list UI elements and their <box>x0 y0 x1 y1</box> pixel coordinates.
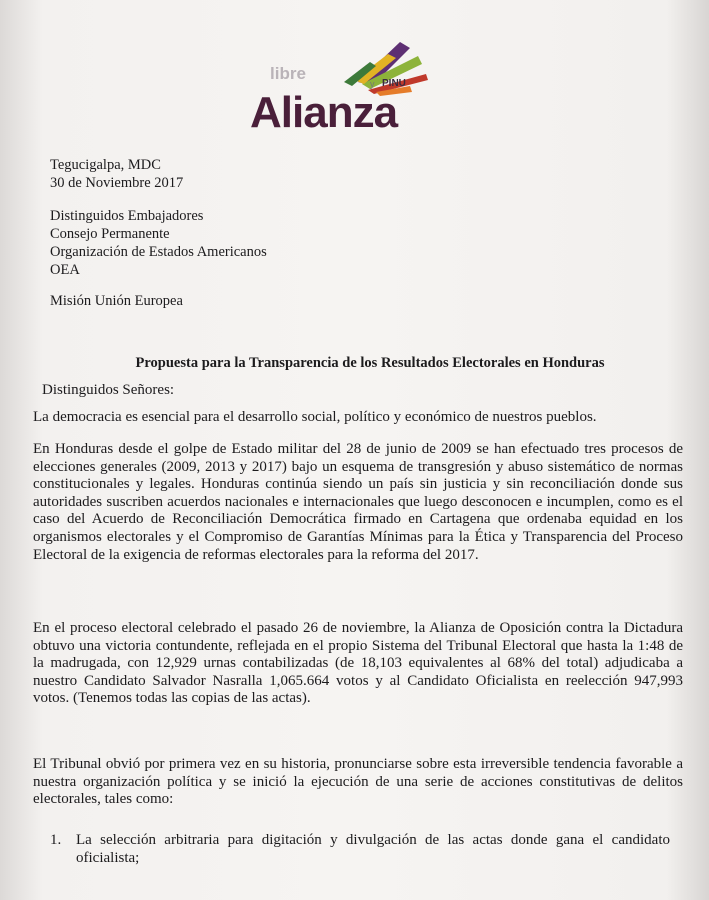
recipients <box>50 207 267 279</box>
list-item <box>50 832 670 867</box>
logo-y-text: y <box>370 79 375 89</box>
place-date <box>50 156 183 192</box>
logo-libre-text: libre <box>270 64 306 83</box>
list-item-number: 1. <box>50 832 62 848</box>
recipient-extra: Misión Unión Europea <box>50 293 183 309</box>
logo-pinu-text: PINU <box>382 78 406 89</box>
recipient-line: Distinguidos Embajadores <box>50 208 204 224</box>
list-item-text: La selección arbitraria para digitación y divulgación de las actas donde gana el candidato oficialista; <box>76 832 670 866</box>
paragraph-3: En el proceso electoral celebrado el pasado 26 de noviembre, la Alianza de Oposición contra la Dictadura obtuvo una victoria contundente, reflejada en el propio Sistema del Tribunal Electoral que hasta la 1:48 de la madrugada, con 12,929 urnas contabilizadas (de 18,103 equivalentes al 68% del total) adjudicaba a nuestro Candidato Salvador Nasralla 1,065.664 votos y al Candidato Oficialista en reelección 947,993 votos. (Tenemos todas las copias de las actas). <box>33 620 683 707</box>
paragraph-4: El Tribunal obvió por primera vez en su historia, pronunciarse sobre esta irreversible tendencia favorable a nuestra organización política y se inició la ejecución de una serie de acciones constitutivas de delitos electorales, tales como: <box>33 756 683 808</box>
date-line: 30 de Noviembre 2017 <box>50 175 184 191</box>
paragraph-1: La democracia es esencial para el desarrollo social, político y económico de nuestros pueblos. <box>33 409 597 425</box>
recipient-line: Organización de Estados Americanos <box>50 244 267 260</box>
recipient-line: Consejo Permanente <box>50 226 170 242</box>
place-line: Tegucigalpa, MDC <box>50 157 161 173</box>
salutation: Distinguidos Señores: <box>42 382 175 398</box>
logo-alianza-text: Alianza <box>250 88 398 137</box>
recipient-line: OEA <box>50 262 80 278</box>
alianza-logo <box>250 34 440 144</box>
paragraph-2: En Honduras desde el golpe de Estado militar del 28 de junio de 2009 se han efectuado tres procesos de elecciones generales (2009, 2013 y 2017) bajo un esquema de transgresión y abuso sistemático de normas constitucionales y legales. Honduras continúa siendo un país sin justicia y sin reconciliación donde sus autoridades suscriben acuerdos nacionales e internacionales que luego desconocen e incumplen, como es el caso del Acuerdo de Reconciliación Democrática firmado en Cartagena que ordenaba equidad en los organismos electorales y el Compromiso de Garantías Mínimas para la Ética y Transparencia del Proceso Electoral de la exigencia de reformas electorales para la reforma del 2017. <box>33 441 683 563</box>
letter-title: Propuesta para la Transparencia de los Resultados Electorales en Honduras <box>135 355 605 371</box>
